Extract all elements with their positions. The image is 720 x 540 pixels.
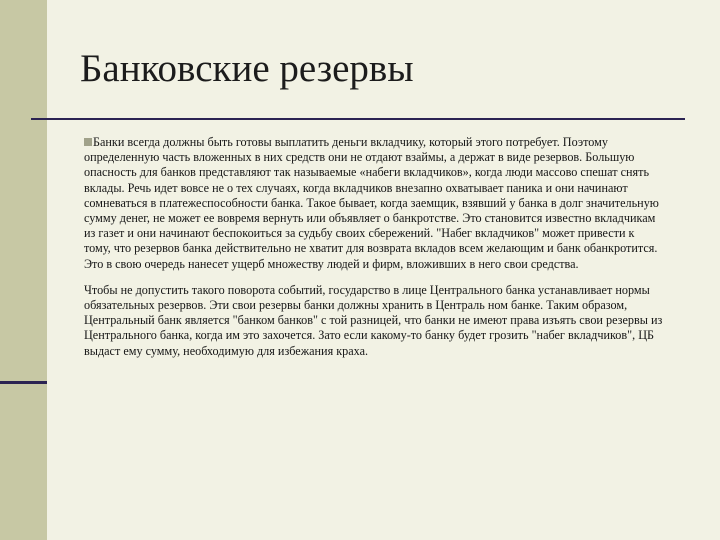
body-paragraph-2: [84, 283, 664, 359]
square-bullet-icon: [84, 138, 92, 146]
paragraph-text: Чтобы не допустить такого поворота событий, государство в лице Центрального банка устанавливает нормы обязательных резервов. Эти свои резервы банки должны хранить в Централь ном банке. Таким образом, Центральный банк является "банком банков" с той разницей, что банки не имеют права изъять свои резервы из Центрального банка, когда им это захочется. Зато если какому-то банку будет грозить "набег вкладчиков", ЦБ выдаст ему сумму, необходимую для избежания краха.: [84, 282, 663, 358]
body-paragraph-1: [84, 135, 664, 272]
sidebar-stripe: [0, 0, 47, 540]
slide-title: Банковские резервы: [80, 47, 414, 90]
slide-body: [84, 135, 664, 370]
title-divider: [31, 118, 685, 120]
sidebar-accent-line: [0, 381, 47, 384]
paragraph-text: Банки всегда должны быть готовы выплатить деньги вкладчику, который этого потребует. Поэтому определенную часть вложенных в них средств они не отдают взаймы, а держат в виде резервов. Большую опасность для банков представляют так называемые «набеги вкладчиков», когда люди массово спешат снять вклады. Речь идет вовсе не о тех случаях, когда вкладчиков внезапно охватывает паника и они начинают сомневаться в платежеспособности банка. Такое бывает, когда заемщик, взявший у банка в долг значительную сумму денег, не может ее вовремя вернуть или объявляет о банкротстве. Это становится известно вкладчикам из газет и они начинают беспокоиться за судьбу своих сбережений. "Набег вкладчиков" может привести к тому, что резервов банка действительно не хватит для возврата вкладов всем желающим и банк обанкротится. Это в свою очередь нанесет ущерб множеству людей и фирм, вложивших в него свои средства.: [84, 135, 659, 271]
